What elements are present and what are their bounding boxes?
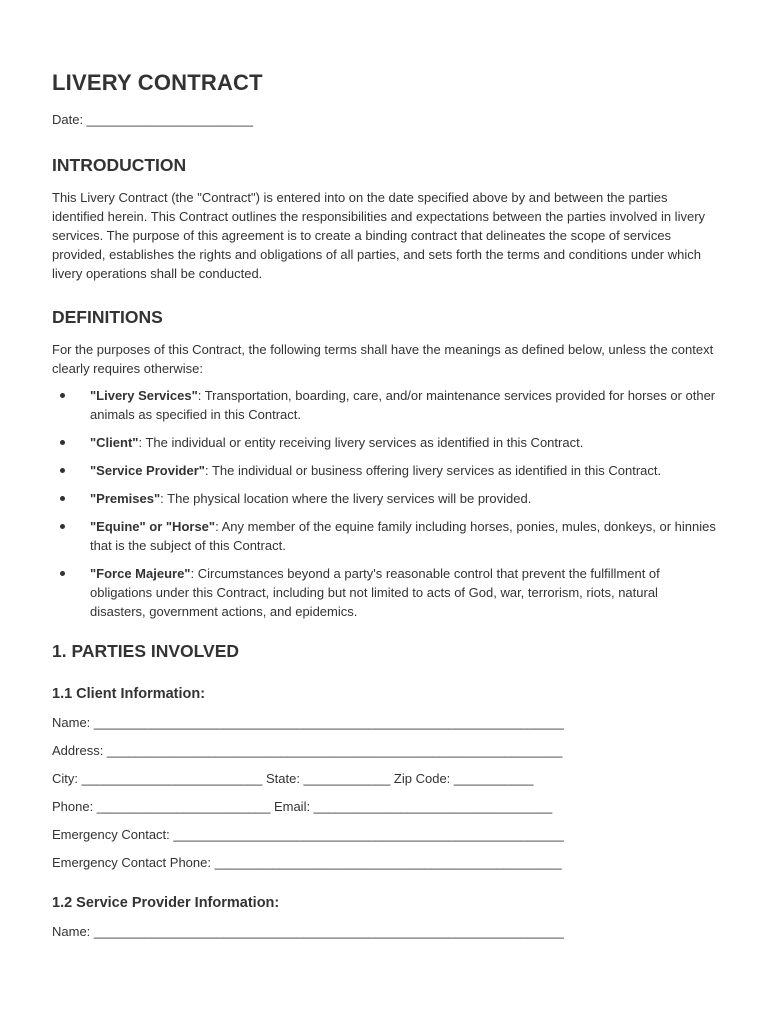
definition-text: : Transportation, boarding, care, and/or maintenance services provided for horses or other animals as specified in this Contract. [90,388,716,422]
definitions-heading: DEFINITIONS [52,307,163,327]
client-phone-email-field: Phone: ________________________ Email: _________________________________ [52,799,553,814]
document-page [52,68,716,941]
definition-text: : Any member of the equine family including horses, ponies, mules, donkeys, or hinnies that is the subject of this Contract. [90,519,716,553]
definitions-intro: For the purposes of this Contract, the following terms shall have the meanings as defined below, unless the context clearly requires otherwise: [52,342,714,376]
definition-text: : The individual or business offering livery services as identified in this Contract. [204,463,662,478]
definition-term: "Force Majeure" [90,566,191,581]
definition-item-force-majeure [52,564,716,621]
definition-text: : Circumstances beyond a party's reasonable control that prevent the fulfillment of obligations under this Contract, including but not limited to acts of God, war, terrorism, riots, natural disasters, government actions, and epidemics. [90,566,660,619]
definition-text: : The individual or entity receiving livery services as identified in this Contract. [138,435,584,450]
provider-name-field: Name: _________________________________________________________________ [52,924,564,939]
introduction-paragraph: This Livery Contract (the "Contract") is entered into on the date specified above by and between the parties identified herein. This Contract outlines the responsibilities and expectations between the parties involved in livery services. The purpose of this agreement is to create a binding contract that delineates the scope of services provided, establishes the rights and obligations of all parties, and sets forth the terms and conditions under which livery operations shall be conducted. [52,190,706,281]
definition-term: "Equine" or "Horse" [90,519,216,534]
date-field: Date: _______________________ [52,112,253,127]
client-info-heading: 1.1 Client Information: [52,686,206,702]
client-emergency-contact-field: Emergency Contact: ______________________________________________________ [52,827,564,842]
bullet-icon [60,468,65,473]
bullet-icon [60,440,65,445]
client-city-state-zip-field: City: _________________________ State: ____________ Zip Code: ___________ [52,771,534,786]
definition-item-client [52,433,716,452]
client-emergency-phone-field: Emergency Contact Phone: ________________________________________________ [52,855,562,870]
definition-term: "Client" [90,435,139,450]
client-name-field: Name: _________________________________________________________________ [52,715,564,730]
definition-item-service-provider [52,461,716,480]
introduction-heading: INTRODUCTION [52,155,187,175]
definition-item-premises [52,489,716,508]
definitions-list [52,386,716,621]
client-address-field: Address: _______________________________________________________________ [52,743,563,758]
bullet-icon [60,524,65,529]
definition-term: "Service Provider" [90,463,205,478]
definition-term: "Premises" [90,491,161,506]
definition-item-livery-services [52,386,716,424]
provider-info-heading: 1.2 Service Provider Information: [52,895,280,911]
definition-term: "Livery Services" [90,388,198,403]
document-title: LIVERY CONTRACT [52,70,263,95]
bullet-icon [60,496,65,501]
parties-heading: 1. PARTIES INVOLVED [52,641,240,661]
bullet-icon [60,393,65,398]
bullet-icon [60,571,65,576]
definition-item-equine [52,517,716,555]
definition-text: : The physical location where the livery services will be provided. [160,491,532,506]
